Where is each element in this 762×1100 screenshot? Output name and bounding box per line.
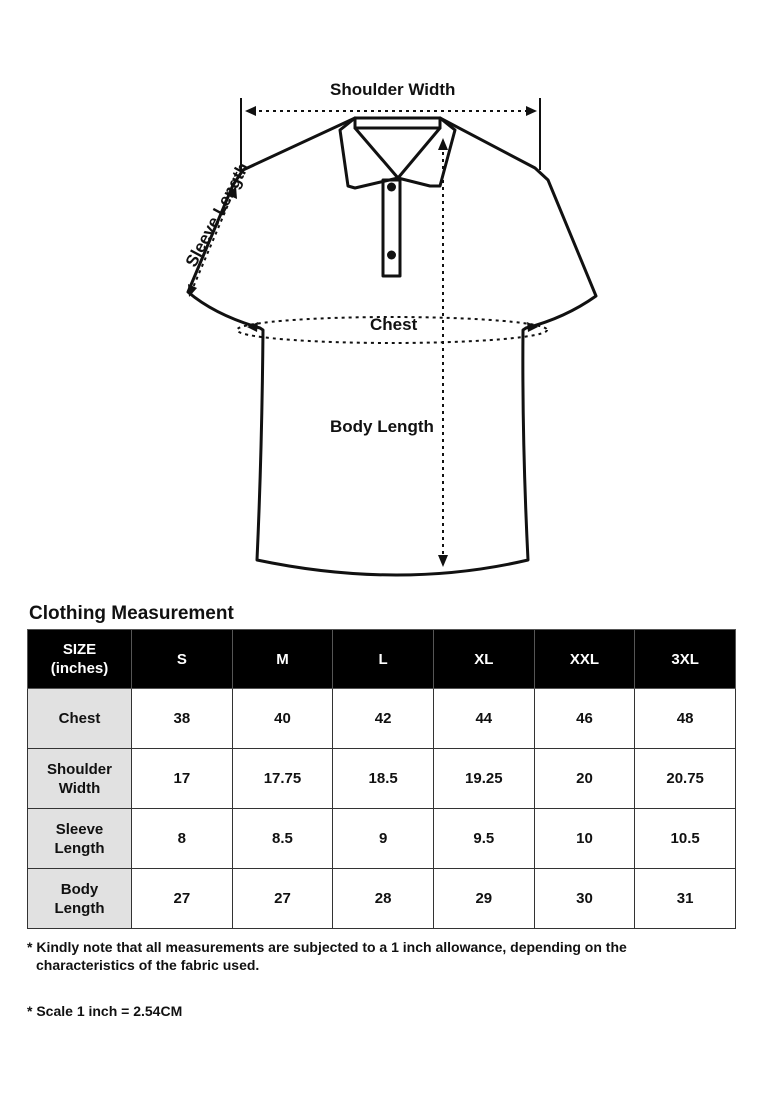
collar xyxy=(355,118,440,128)
allowance-note-line1: * Kindly note that all measurements are subjected to a 1 inch allowance, depending on the xyxy=(27,939,627,955)
table-cell: 20.75 xyxy=(635,749,736,809)
table-cell: 10.5 xyxy=(635,809,736,869)
size-unit-header xyxy=(28,630,132,689)
table-cell: 8.5 xyxy=(232,809,333,869)
table-cell: 31 xyxy=(635,869,736,929)
table-row xyxy=(28,689,736,749)
table-cell: 27 xyxy=(232,869,333,929)
table-cell: 9.5 xyxy=(433,809,534,869)
table-header-row xyxy=(28,630,736,689)
row-label xyxy=(28,869,132,929)
size-header-label: SIZE xyxy=(62,641,97,658)
table-cell: 20 xyxy=(534,749,635,809)
table-title: Clothing Measurement xyxy=(29,603,234,624)
table-cell: 8 xyxy=(132,809,233,869)
sleeve-length-label: Sleeve Length xyxy=(181,159,253,271)
placket xyxy=(383,180,400,276)
table-cell: 46 xyxy=(534,689,635,749)
shoulder-width-label: Shoulder Width xyxy=(330,80,456,99)
size-column-header: XL xyxy=(433,630,534,689)
table-cell: 40 xyxy=(232,689,333,749)
table-cell: 9 xyxy=(333,809,434,869)
table-cell: 17.75 xyxy=(232,749,333,809)
body-length-label: Body Length xyxy=(330,417,434,436)
row-label-text: Sleeve xyxy=(55,820,104,838)
row-label-text: Length xyxy=(54,839,105,857)
row-label xyxy=(28,809,132,869)
row-label-text: Body xyxy=(60,880,99,898)
table-row xyxy=(28,749,736,809)
table-row xyxy=(28,869,736,929)
size-column-header: M xyxy=(232,630,333,689)
scale-note: * Scale 1 inch = 2.54CM xyxy=(27,1003,183,1019)
allowance-note-line2: characteristics of the fabric used. xyxy=(36,957,260,973)
button-top xyxy=(387,183,396,192)
row-label-text: Shoulder xyxy=(46,760,112,778)
table-cell: 17 xyxy=(132,749,233,809)
table-cell: 44 xyxy=(433,689,534,749)
row-label-text: Chest xyxy=(58,710,101,727)
row-label-text: Length xyxy=(54,899,105,917)
table-cell: 42 xyxy=(333,689,434,749)
unit-header-label: (inches) xyxy=(50,660,109,677)
size-column-header: L xyxy=(333,630,434,689)
size-column-header: 3XL xyxy=(635,630,736,689)
size-column-header: S xyxy=(132,630,233,689)
chest-label: Chest xyxy=(370,315,418,334)
table-row xyxy=(28,809,736,869)
table-cell: 19.25 xyxy=(433,749,534,809)
table-cell: 29 xyxy=(433,869,534,929)
table-cell: 48 xyxy=(635,689,736,749)
table-cell: 10 xyxy=(534,809,635,869)
table-cell: 28 xyxy=(333,869,434,929)
row-label xyxy=(28,749,132,809)
table-cell: 18.5 xyxy=(333,749,434,809)
allowance-note xyxy=(27,938,727,974)
table-cell: 38 xyxy=(132,689,233,749)
size-column-header: XXL xyxy=(534,630,635,689)
row-label-text: Width xyxy=(58,779,101,797)
table-cell: 30 xyxy=(534,869,635,929)
button-bottom xyxy=(387,251,396,260)
row-label xyxy=(28,689,132,749)
table-cell: 27 xyxy=(132,869,233,929)
size-chart-table xyxy=(27,629,736,929)
